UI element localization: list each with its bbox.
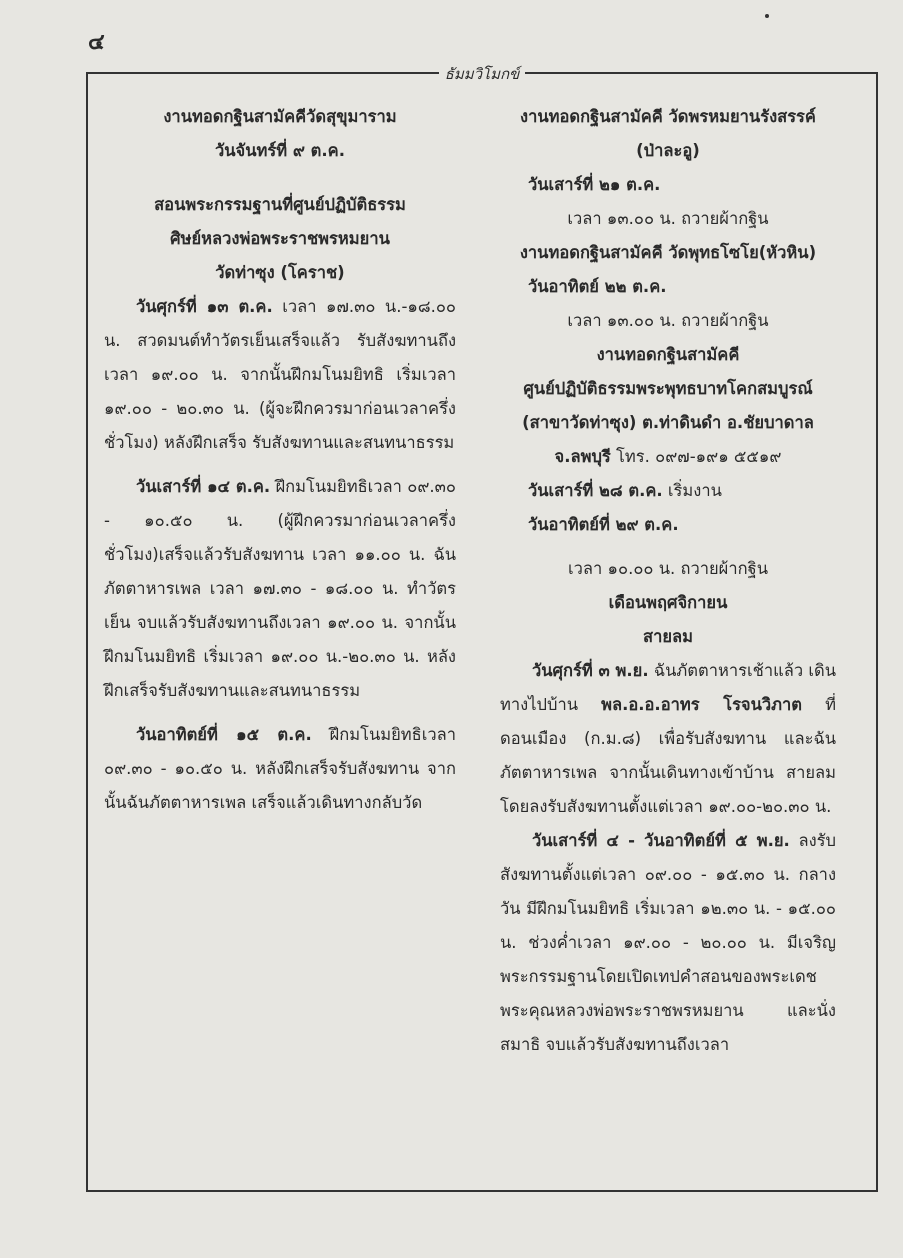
- fri13-paragraph: [104, 290, 456, 460]
- sun15-day: วันอาทิตย์ที่ ๑๕ ต.ค.: [136, 725, 312, 744]
- month-heading: เดือนพฤศจิกายน: [608, 593, 728, 612]
- event1-date: วันจันทร์ที่ ๙ ต.ค.: [215, 141, 345, 160]
- sun15-paragraph: [104, 718, 456, 820]
- event4-title-3: (สาขาวัดท่าซุง) ต.ท่าดินดำ อ.ชัยบาดาล: [522, 413, 814, 432]
- event2-date: วันเสาร์ที่ ๒๑ ต.ค.: [528, 175, 661, 194]
- place-heading: สายลม: [643, 627, 693, 646]
- fri3-text-1: ฉันภัตตาหารเช้าแล้ว เดินทางไปบ้าน: [500, 661, 836, 714]
- event2-subtitle: (ป่าละอู): [636, 141, 700, 160]
- fri3-text-2: ที่ดอนเมือง (ก.ม.๘) เพื่อรับสังฆทาน และฉันภัตตาหารเพล จากนั้นเดินทางเข้าบ้าน สายลม โดยลงรับสังฆทานตั้งแต่เวลา ๑๙.๐๐-๒๐.๓๐ น.: [500, 695, 836, 816]
- sat4-day: วันเสาร์ที่ ๔ - วันอาทิตย์ที่ ๕ พ.ย.: [532, 831, 790, 850]
- event3-title: งานทอดกฐินสามัคคี วัดพุทธโซโย(หัวหิน): [519, 243, 817, 262]
- running-header: [88, 62, 876, 86]
- sat4-text: ลงรับสังฆทานตั้งแต่เวลา ๐๙.๐๐ - ๑๕.๓๐ น. กลางวัน มีฝึกมโนมยิทธิ เริ่มเวลา ๑๒.๓๐ น. - ๑๕.๐๐ น. ช่วงค่ำเวลา ๑๙.๐๐ - ๒๐.๐๐ น. มีเจริญพระกรรมฐานโดยเปิดเทปคำสอนของพระเดชพระคุณหลวงพ่อพระราชพรหมยาน และนั่งสมาธิ จบแล้วรับสังฆทานถึงเวลา: [500, 831, 836, 1054]
- teach-title-1: สอนพระกรรมฐานที่ศูนย์ปฏิบัติธรรม: [154, 195, 406, 214]
- event4-date-1-note: เริ่มงาน: [667, 481, 722, 500]
- event3-time: เวลา ๑๓.๐๐ น. ถวายผ้ากฐิน: [567, 311, 769, 330]
- page-number: ๔: [88, 30, 105, 55]
- event4-phone: โทร. ๐๙๗-๑๙๑ ๕๕๑๙: [616, 447, 782, 466]
- teach-title-3: วัดท่าซุง (โคราช): [215, 263, 345, 282]
- teach-title-2: ศิษย์หลวงพ่อพระราชพรหมยาน: [170, 229, 390, 248]
- event3-date: วันอาทิตย์ ๒๒ ต.ค.: [528, 277, 667, 296]
- sat4-paragraph: [500, 824, 836, 1062]
- event4-province: จ.ลพบุรี: [554, 447, 611, 466]
- event4-date-2: วันอาทิตย์ที่ ๒๙ ต.ค.: [528, 515, 679, 534]
- right-column: [500, 100, 836, 1062]
- event4-time: เวลา ๑๐.๐๐ น. ถวายผ้ากฐิน: [568, 559, 768, 578]
- ink-speck: [765, 14, 769, 18]
- event4-date-1: วันเสาร์ที่ ๒๘ ต.ค.: [528, 481, 663, 500]
- running-header-text: ธัมมวิโมกข์: [439, 65, 526, 83]
- fri3-day: วันศุกร์ที่ ๓ พ.ย.: [532, 661, 649, 680]
- event4-contact: [500, 440, 836, 474]
- left-column: [104, 100, 456, 820]
- sat14-text: ฝึกมโนมยิทธิเวลา ๐๙.๓๐ - ๑๐.๕๐ น. (ผู้ฝึกควรมาก่อนเวลาครึ่งชั่วโมง)เสร็จแล้วรับสังฆทาน เวลา ๑๑.๐๐ น. ฉันภัตตาหารเพล เวลา ๑๗.๓๐ - ๑๘.๐๐ น. ทำวัตรเย็น จบแล้วรับสังฆทานถึงเวลา ๑๙.๐๐ น. จากนั้นฝึกมโนมยิทธิ เริ่มเวลา ๑๙.๐๐ น.-๒๐.๓๐ น. หลังฝึกเสร็จรับสังฆทานและสนทนาธรรม: [104, 477, 457, 700]
- event4-title-2: ศูนย์ปฏิบัติธรรมพระพุทธบาทโคกสมบูรณ์: [523, 379, 813, 398]
- event4-date-1-line: [500, 474, 836, 508]
- event2-time: เวลา ๑๓.๐๐ น. ถวายผ้ากฐิน: [567, 209, 769, 228]
- event4-title-1: งานทอดกฐินสามัคคี: [596, 345, 740, 364]
- event2-title: งานทอดกฐินสามัคคี วัดพรหมยานรังสรรค์: [520, 107, 816, 126]
- fri13-text: เวลา ๑๗.๓๐ น.-๑๘.๐๐ น. สวดมนต์ทำวัตรเย็นเสร็จแล้ว รับสังฆทานถึงเวลา ๑๙.๐๐ น. จากนั้นฝึกมโนมยิทธิ เริ่มเวลา ๑๙.๐๐ - ๒๐.๓๐ น. (ผู้จะฝึกควรมาก่อนเวลาครึ่งชั่วโมง) หลังฝึกเสร็จ รับสังฆทานและสนทนาธรรม: [104, 297, 456, 452]
- fri13-day: วันศุกร์ที่ ๑๓ ต.ค.: [136, 297, 273, 316]
- fri3-paragraph: [500, 654, 836, 824]
- sat14-day: วันเสาร์ที่ ๑๔ ต.ค.: [136, 477, 271, 496]
- sat14-paragraph: [104, 470, 456, 708]
- sun15-text: ฝึกมโนมยิทธิเวลา ๐๙.๓๐ - ๑๐.๕๐ น. หลังฝึกเสร็จรับสังฆทาน จากนั้นฉันภัตตาหารเพล เสร็จแล้วเดินทางกลับวัด: [104, 725, 456, 812]
- event1-title: งานทอดกฐินสามัคคีวัดสุขุมาราม: [163, 107, 397, 126]
- fri3-name: พล.อ.อ.อาทร โรจนวิภาต: [601, 695, 803, 714]
